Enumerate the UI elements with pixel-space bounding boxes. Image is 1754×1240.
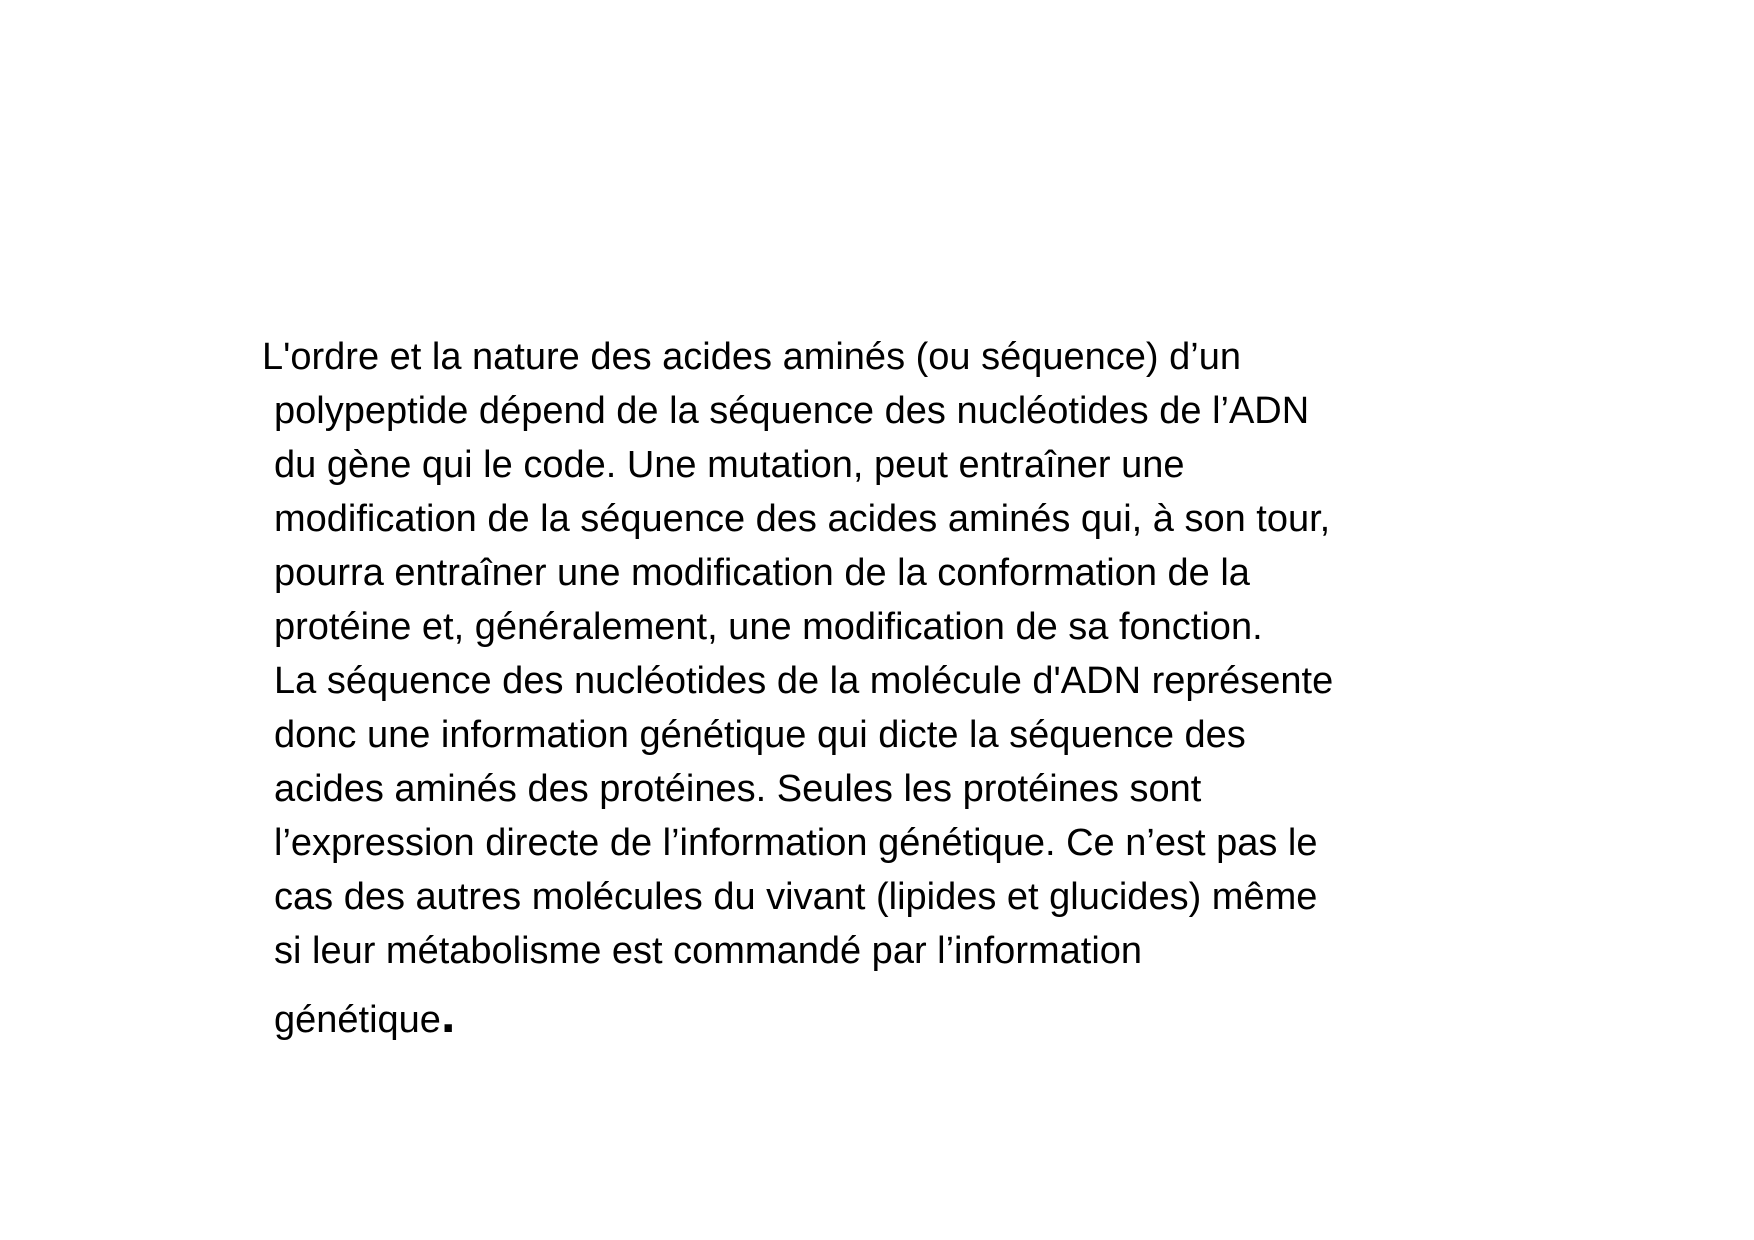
paragraph-line-5: pourra entraîner une modification de la conformation de la xyxy=(274,552,1250,594)
paragraph-line-1: L'ordre et la nature des acides aminés (ou séquence) d’un xyxy=(262,336,1241,378)
paragraph-line-10: l’expression directe de l’information génétique. Ce n’est pas le xyxy=(274,822,1318,864)
paragraph-line-11: cas des autres molécules du vivant (lipides et glucides) même xyxy=(274,876,1318,918)
paragraph-line-2: polypeptide dépend de la séquence des nucléotides de l’ADN xyxy=(274,390,1310,432)
paragraph-line-7: La séquence des nucléotides de la molécule d'ADN représente xyxy=(274,660,1334,702)
paragraph-line-4: modification de la séquence des acides aminés qui, à son tour, xyxy=(274,498,1331,540)
paragraph-line-6: protéine et, généralement, une modification de sa fonction. xyxy=(274,606,1263,648)
paragraph-line-9: acides aminés des protéines. Seules les protéines sont xyxy=(274,768,1202,810)
paragraph-line-12: si leur métabolisme est commandé par l’information xyxy=(274,930,1143,972)
paragraph-line-8: donc une information génétique qui dicte la séquence des xyxy=(274,714,1246,756)
paragraph-line-3: du gène qui le code. Une mutation, peut entraîner une xyxy=(274,444,1185,486)
final-period: . xyxy=(440,986,456,1044)
paragraph-line-13 xyxy=(262,982,1592,1048)
body-paragraph xyxy=(262,330,1592,1048)
last-word: génétique xyxy=(274,999,441,1041)
